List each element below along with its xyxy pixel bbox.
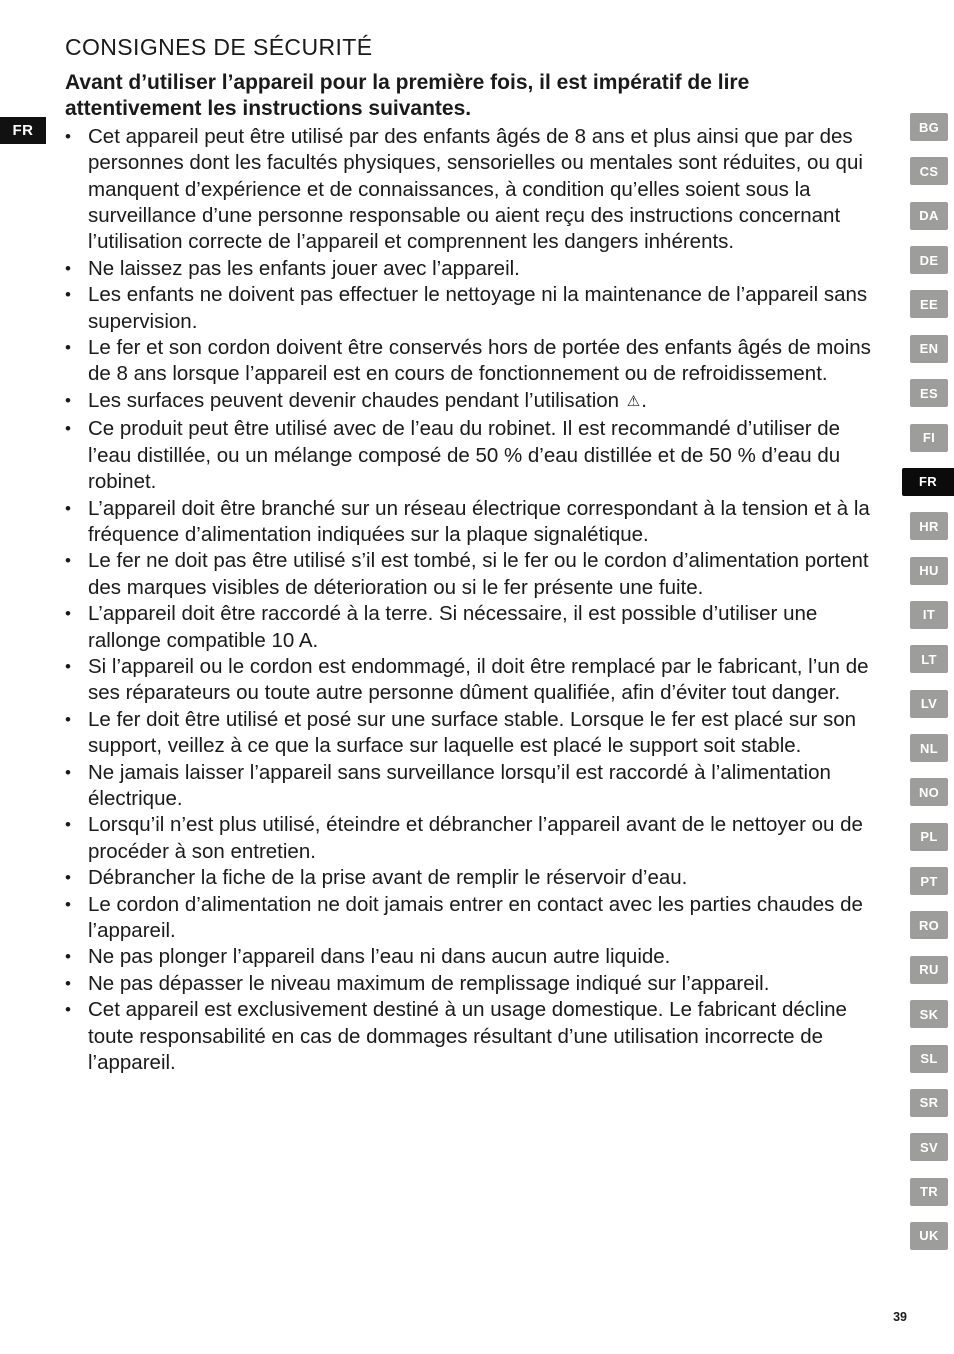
- bullet-text: Cet appareil peut être utilisé par des enfants âgés de 8 ans et plus ainsi que par des personnes dont les facultés physiques, sensorielles ou mentales sont réduites, ou qui manquent d’expérience et de connaissances, à condition qu’elles soient sous la surveillance d’une personne responsable ou aient reçu des instructions concernant l’utilisation correcte de l’appareil et comprennent les dangers inhérents.: [88, 124, 863, 254]
- bullet-marker: •: [65, 258, 71, 278]
- bullet-marker: •: [65, 815, 71, 835]
- language-tab-lv: LV: [910, 690, 948, 718]
- language-tab-uk: UK: [910, 1222, 948, 1250]
- page-number: 39: [893, 1310, 907, 1324]
- bullet-text: L’appareil doit être raccordé à la terre. Si nécessaire, il est possible d’utiliser une rallonge compatible 10 A.: [88, 602, 818, 652]
- bullet-marker: •: [65, 551, 71, 571]
- safety-bullet-item: [65, 971, 883, 997]
- language-tab-pl: PL: [910, 823, 948, 851]
- safety-bullet-item: [65, 892, 883, 945]
- safety-bullet-item: [65, 335, 883, 388]
- language-tab-ee: EE: [910, 290, 948, 318]
- language-tab-da: DA: [910, 202, 948, 230]
- bullet-text: Le fer ne doit pas être utilisé s’il est tombé, si le fer ou le cordon d’alimentation portent des marques visibles de déterioration ou si le fer présente une fuite.: [88, 549, 869, 599]
- bullet-marker: •: [65, 1000, 71, 1020]
- language-tab-en: EN: [910, 335, 948, 363]
- language-tab-sv: SV: [910, 1133, 948, 1161]
- language-tab-cs: CS: [910, 157, 948, 185]
- safety-bullet-item: [65, 601, 883, 654]
- safety-bullet-item: [65, 496, 883, 549]
- bullet-text: Lorsqu’il n’est plus utilisé, éteindre et débrancher l’appareil avant de le nettoyer ou de procéder à son entretien.: [88, 813, 863, 863]
- language-tab-fi: FI: [910, 424, 948, 452]
- language-tab-es: ES: [910, 379, 948, 407]
- bullet-marker: •: [65, 390, 71, 410]
- hot-surface-icon: ⚠: [626, 392, 641, 410]
- bullet-text: Les enfants ne doivent pas effectuer le nettoyage ni la maintenance de l’appareil sans supervision.: [88, 283, 868, 333]
- bullet-text: Le fer et son cordon doivent être conservés hors de portée des enfants âgés de moins de 8 ans lorsque l’appareil est en cours de fonctionnement ou de refroidissement.: [88, 336, 871, 386]
- bullet-text: Les surfaces peuvent devenir chaudes pendant l’utilisation ⚠.: [88, 388, 883, 416]
- language-tab-tr: TR: [910, 1178, 948, 1206]
- intro-paragraph: Avant d’utiliser l’appareil pour la première fois, il est impératif de lire attentivement les instructions suivantes.: [65, 71, 750, 121]
- safety-bullet-item: [65, 548, 883, 601]
- bullet-marker: •: [65, 709, 71, 729]
- language-tab-no: NO: [910, 778, 948, 806]
- bullet-text: Débrancher la fiche de la prise avant de remplir le réservoir d’eau.: [88, 866, 688, 890]
- bullet-text: L’appareil doit être branché sur un réseau électrique correspondant à la tension et à la fréquence d’alimentation indiquées sur la plaque signalétique.: [88, 496, 870, 546]
- current-language-tab: FR: [0, 117, 46, 144]
- bullet-marker: •: [65, 894, 71, 914]
- bullet-text: Ne jamais laisser l’appareil sans surveillance lorsqu’il est raccordé à l’alimentation électrique.: [88, 760, 831, 810]
- safety-bullet-item: [65, 865, 883, 891]
- language-tab-fr: FR: [902, 468, 954, 496]
- bullet-text: Cet appareil est exclusivement destiné à un usage domestique. Le fabricant décline toute responsabilité en cas de dommages résultant d’une utilisation incorrecte de l’appareil.: [88, 998, 847, 1075]
- language-tab-ru: RU: [910, 956, 948, 984]
- safety-bullet-item: [65, 256, 883, 282]
- bullet-marker: •: [65, 419, 71, 439]
- safety-bullet-item: [65, 282, 883, 335]
- language-tab-hu: HU: [910, 557, 948, 585]
- safety-bullet-item: [65, 124, 883, 256]
- safety-bullet-item: [65, 654, 883, 707]
- bullet-marker: •: [65, 338, 71, 358]
- safety-bullet-list: [65, 124, 883, 1077]
- safety-bullet-item: [65, 812, 883, 865]
- safety-bullet-item: [65, 707, 883, 760]
- bullet-text: Si l’appareil ou le cordon est endommagé, il doit être remplacé par le fabricant, l’un de ses réparateurs ou toute autre personne dûment qualifiée, afin d’éviter tout danger.: [88, 654, 869, 705]
- bullet-text: Ne laissez pas les enfants jouer avec l’appareil.: [88, 256, 520, 280]
- safety-bullet-item: [65, 416, 883, 495]
- language-tab-sk: SK: [910, 1000, 948, 1028]
- language-tab-de: DE: [910, 246, 948, 274]
- language-tab-sr: SR: [910, 1089, 948, 1117]
- bullet-text: Ce produit peut être utilisé avec de l’eau du robinet. Il est recommandé d’utiliser de l’eau distillée, ou un mélange composé de 50 % d’eau distillée et de 50 % d’eau du robinet.: [88, 417, 841, 494]
- bullet-marker: •: [65, 947, 71, 967]
- bullet-marker: •: [65, 498, 71, 518]
- page-title: CONSIGNES DE SÉCURITÉ: [65, 34, 373, 60]
- language-tab-sl: SL: [910, 1045, 948, 1073]
- safety-bullet-item: [65, 997, 883, 1076]
- bullet-marker: •: [65, 126, 71, 146]
- bullet-marker: •: [65, 285, 71, 305]
- safety-bullet-item: [65, 944, 883, 970]
- language-tab-it: IT: [910, 601, 948, 629]
- language-tab-hr: HR: [910, 512, 948, 540]
- language-tab-ro: RO: [910, 911, 948, 939]
- bullet-text: Le cordon d’alimentation ne doit jamais entrer en contact avec les parties chaudes de l’appareil.: [88, 892, 863, 942]
- bullet-marker: •: [65, 868, 71, 888]
- bullet-marker: •: [65, 656, 71, 676]
- bullet-text: Ne pas plonger l’appareil dans l’eau ni dans aucun autre liquide.: [88, 945, 671, 969]
- bullet-marker: •: [65, 973, 71, 993]
- language-tab-bg: BG: [910, 113, 948, 141]
- language-sidebar: [902, 113, 954, 1250]
- safety-bullet-item: [65, 388, 883, 416]
- main-content: [65, 34, 883, 1076]
- safety-bullet-item: [65, 760, 883, 813]
- language-tab-lt: LT: [910, 645, 948, 673]
- bullet-marker: •: [65, 762, 71, 782]
- bullet-marker: •: [65, 604, 71, 624]
- language-tab-nl: NL: [910, 734, 948, 762]
- bullet-text: Ne pas dépasser le niveau maximum de remplissage indiqué sur l’appareil.: [88, 971, 770, 995]
- language-tab-pt: PT: [910, 867, 948, 895]
- bullet-text: Le fer doit être utilisé et posé sur une surface stable. Lorsque le fer est placé sur son support, veillez à ce que la surface sur laquelle est placé le support soit stable.: [88, 707, 857, 758]
